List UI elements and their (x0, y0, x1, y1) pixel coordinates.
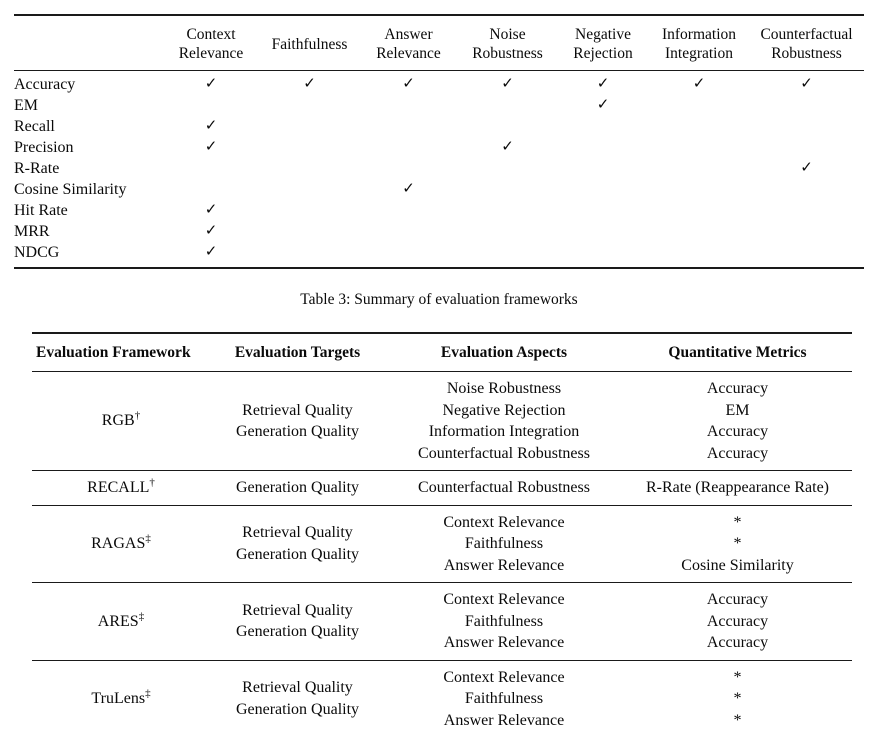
check-icon: ✓ (800, 160, 813, 176)
check-icon: ✓ (204, 223, 218, 239)
frameworks-column-header: Quantitative Metrics (623, 333, 852, 372)
targets-line: Generation Quality (235, 423, 360, 440)
matrix-cell (162, 137, 260, 158)
metric-row-label: Hit Rate (14, 202, 68, 219)
matrix-cell (359, 95, 458, 116)
matrix-column-header: Noise Robustness (458, 15, 557, 71)
matrix-cell (162, 95, 260, 116)
check-icon: ✓ (204, 244, 218, 260)
check-icon: ✓ (204, 76, 218, 92)
targets-cell (210, 660, 385, 730)
metric-row-label: Recall (14, 118, 55, 135)
metrics-cell (623, 471, 852, 506)
metric-row-label: EM (14, 97, 38, 114)
targets-line: Generation Quality (235, 700, 360, 718)
matrix-cell (749, 71, 864, 96)
metrics-line: Accuracy (706, 423, 769, 440)
aspects-cell (385, 660, 623, 730)
matrix-cell (162, 158, 260, 179)
matrix-cell (162, 71, 260, 96)
framework-marker: † (149, 476, 155, 489)
targets-line: Generation Quality (235, 479, 360, 496)
matrix-cell (260, 221, 359, 242)
metric-row-label: NDCG (14, 244, 60, 261)
matrix-cell (458, 158, 557, 179)
frameworks-column-header: Evaluation Framework (32, 333, 210, 372)
matrix-cell (749, 95, 864, 116)
matrix-cell (649, 158, 749, 179)
matrix-cell (458, 242, 557, 268)
matrix-cell (359, 116, 458, 137)
matrix-cell (749, 137, 864, 158)
framework-cell (32, 471, 210, 506)
targets-line: Generation Quality (235, 623, 360, 641)
aspects-line: Context Relevance (443, 668, 565, 686)
targets-line: Retrieval Quality (242, 524, 353, 542)
targets-cell (210, 471, 385, 506)
matrix-cell (649, 116, 749, 137)
matrix-cell (649, 71, 749, 96)
matrix-cell (649, 95, 749, 116)
aspects-cell (385, 505, 623, 583)
table-row (32, 583, 852, 661)
table-row (14, 137, 864, 158)
matrix-column-header: Answer Relevance (359, 15, 458, 71)
aspects-cell (385, 583, 623, 661)
metrics-cell (623, 505, 852, 583)
matrix-cell (359, 200, 458, 221)
matrix-cell (260, 179, 359, 200)
matrix-cell (649, 137, 749, 158)
targets-line: Retrieval Quality (242, 401, 353, 419)
table-row (14, 71, 864, 96)
aspects-line: Faithfulness (464, 690, 544, 707)
table-row (14, 221, 864, 242)
framework-cell (32, 372, 210, 471)
metrics-line: Accuracy (706, 380, 769, 397)
framework-title: RECALL (87, 479, 150, 496)
aspects-cell (385, 471, 623, 506)
matrix-cell (649, 221, 749, 242)
table-row (14, 200, 864, 221)
metric-row-label: Precision (14, 139, 74, 156)
check-icon: ✓ (303, 76, 316, 92)
matrix-cell (260, 200, 359, 221)
framework-name (91, 687, 151, 707)
aspects-cell (385, 372, 623, 471)
matrix-cell (162, 221, 260, 242)
matrix-cell (749, 179, 864, 200)
aspects-line: Answer Relevance (443, 556, 565, 574)
metrics-cell (623, 583, 852, 661)
check-icon: ✓ (204, 139, 218, 155)
metrics-cell (623, 372, 852, 471)
matrix-column-header: Information Integration (649, 15, 749, 71)
matrix-cell (749, 158, 864, 179)
aspects-line: Negative Rejection (442, 401, 566, 419)
matrix-cell (162, 179, 260, 200)
matrix-cell (260, 137, 359, 158)
check-icon: ✓ (596, 76, 610, 92)
table-row (14, 95, 864, 116)
frameworks-column-header: Evaluation Targets (210, 333, 385, 372)
table-caption: Table 3: Summary of evaluation frameworks (300, 291, 578, 308)
metrics-line: Accuracy (706, 634, 769, 651)
matrix-corner-cell (14, 15, 162, 71)
targets-cell (210, 372, 385, 471)
matrix-cell (557, 221, 649, 242)
matrix-cell (749, 242, 864, 268)
table-row (14, 158, 864, 179)
check-icon: ✓ (204, 118, 218, 134)
check-icon: ✓ (402, 181, 415, 197)
framework-name (91, 532, 151, 552)
check-icon: ✓ (501, 139, 514, 155)
metric-row-label: Accuracy (14, 76, 76, 93)
framework-marker: ‡ (145, 532, 151, 545)
metrics-line: Accuracy (706, 591, 769, 608)
check-icon: ✓ (501, 76, 514, 92)
framework-cell (32, 583, 210, 661)
table-row (32, 372, 852, 471)
matrix-cell (749, 116, 864, 137)
matrix-cell (557, 95, 649, 116)
aspects-line: Faithfulness (464, 535, 544, 552)
metrics-line: * (733, 711, 742, 729)
frameworks-column-header: Evaluation Aspects (385, 333, 623, 372)
matrix-cell (557, 200, 649, 221)
metrics-cell (623, 660, 852, 730)
metrics-line: Accuracy (706, 612, 769, 630)
matrix-table-header (14, 15, 864, 71)
matrix-cell (649, 242, 749, 268)
targets-line: Retrieval Quality (242, 679, 353, 697)
aspects-line: Counterfactual Robustness (418, 479, 590, 496)
framework-title: RGB (101, 412, 135, 430)
framework-cell (32, 660, 210, 730)
table-row (32, 471, 852, 506)
table-row (14, 179, 864, 200)
metrics-line: * (733, 513, 742, 531)
check-icon: ✓ (692, 76, 706, 92)
matrix-cell (162, 200, 260, 221)
check-icon: ✓ (800, 76, 813, 92)
check-icon: ✓ (204, 202, 218, 218)
table-row (14, 242, 864, 268)
matrix-cell (557, 242, 649, 268)
framework-name (87, 476, 155, 496)
framework-title: TruLens (91, 690, 146, 707)
framework-marker: † (134, 409, 141, 422)
matrix-column-header: Counterfactual Robustness (749, 15, 864, 71)
matrix-cell (557, 137, 649, 158)
matrix-cell (458, 116, 557, 137)
matrix-cell (260, 71, 359, 96)
metrics-matrix-table (14, 14, 864, 269)
targets-line: Retrieval Quality (242, 601, 353, 619)
matrix-cell (649, 179, 749, 200)
framework-marker: ‡ (145, 687, 151, 700)
matrix-cell (260, 242, 359, 268)
matrix-column-header: Faithfulness (260, 15, 359, 71)
metrics-line: * (733, 535, 742, 552)
matrix-cell (649, 200, 749, 221)
aspects-line: Faithfulness (464, 612, 544, 630)
framework-title: RAGAS (91, 535, 146, 552)
table-row (32, 660, 852, 730)
framework-name (101, 409, 141, 430)
matrix-cell (557, 116, 649, 137)
matrix-cell (458, 71, 557, 96)
matrix-cell (359, 137, 458, 158)
matrix-column-header: Context Relevance (162, 15, 260, 71)
aspects-line: Context Relevance (443, 591, 565, 608)
matrix-cell (749, 221, 864, 242)
targets-cell (210, 505, 385, 583)
metric-row-label: Cosine Similarity (14, 181, 127, 198)
matrix-cell (458, 137, 557, 158)
metrics-line: R-Rate (Reappearance Rate) (645, 479, 829, 496)
frameworks-table-body (32, 372, 852, 730)
matrix-cell (458, 221, 557, 242)
matrix-cell (749, 200, 864, 221)
matrix-cell (359, 179, 458, 200)
matrix-cell (260, 95, 359, 116)
framework-title: ARES (97, 612, 139, 630)
matrix-cell (359, 221, 458, 242)
metrics-line: Accuracy (706, 444, 769, 462)
metrics-line: Cosine Similarity (681, 556, 794, 574)
framework-marker: ‡ (138, 610, 145, 623)
metrics-line: EM (725, 401, 750, 419)
table-row (32, 505, 852, 583)
framework-cell (32, 505, 210, 583)
metric-row-label: MRR (14, 223, 50, 240)
metrics-line: * (733, 668, 742, 686)
matrix-cell (359, 242, 458, 268)
matrix-cell (557, 179, 649, 200)
matrix-table-body (14, 71, 864, 269)
matrix-cell (557, 158, 649, 179)
matrix-cell (458, 179, 557, 200)
check-icon: ✓ (402, 76, 415, 92)
check-icon: ✓ (596, 97, 610, 113)
aspects-line: Noise Robustness (446, 380, 562, 397)
matrix-cell (260, 158, 359, 179)
metric-row-label: R-Rate (14, 160, 60, 177)
matrix-header-row (14, 15, 864, 71)
frameworks-header-row (32, 333, 852, 372)
targets-cell (210, 583, 385, 661)
aspects-line: Counterfactual Robustness (418, 444, 590, 462)
aspects-line: Information Integration (428, 423, 580, 440)
aspects-line: Context Relevance (443, 513, 565, 531)
framework-name (97, 610, 145, 630)
matrix-column-header: Negative Rejection (557, 15, 649, 71)
matrix-cell (359, 158, 458, 179)
frameworks-table-header (32, 333, 852, 372)
table-row (14, 116, 864, 137)
matrix-cell (557, 71, 649, 96)
aspects-line: Answer Relevance (443, 634, 565, 651)
matrix-cell (162, 116, 260, 137)
matrix-cell (162, 242, 260, 268)
targets-line: Generation Quality (235, 545, 360, 563)
matrix-cell (458, 95, 557, 116)
matrix-cell (260, 116, 359, 137)
aspects-line: Answer Relevance (443, 711, 565, 729)
matrix-cell (359, 71, 458, 96)
metrics-line: * (733, 690, 742, 707)
matrix-cell (458, 200, 557, 221)
frameworks-table (32, 332, 852, 730)
